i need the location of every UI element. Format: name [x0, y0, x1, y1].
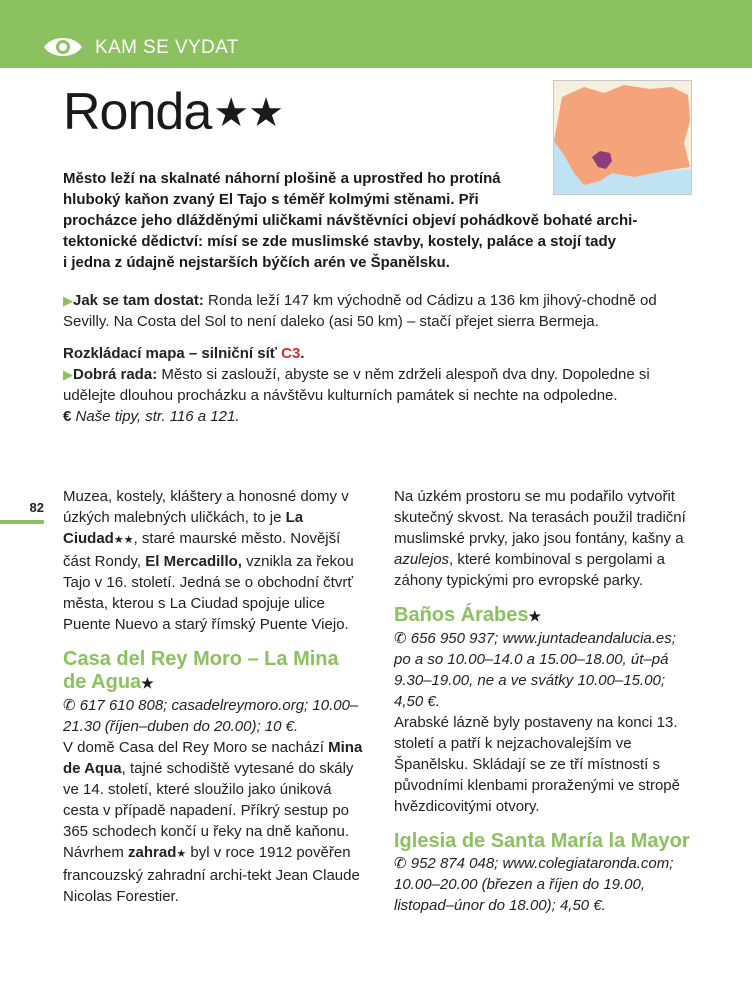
phone-icon: ✆	[63, 697, 76, 714]
tips-reference	[63, 406, 703, 427]
section-title	[394, 604, 694, 628]
garden-paragraph	[394, 486, 694, 591]
section-label: KAM SE VYDAT	[95, 37, 239, 58]
meta-text: 656 950 937; www.juntadeandalucia.es; po a so 10.00–14.0 a 15.00–18.00, út–pá 9.30–19.00, ne a ve svátky 10.00–15.00; 4,50 €.	[394, 630, 676, 710]
getting-there	[63, 290, 703, 332]
map-reference	[63, 343, 703, 364]
advice	[63, 364, 703, 406]
section-title	[63, 648, 363, 695]
rating-stars: ★★	[113, 534, 134, 546]
text-span: V domě Casa del Rey Moro se nachází	[63, 739, 329, 756]
city-paragraph	[63, 486, 363, 635]
text-span: , staré maurské město. Novější část Rondy,	[63, 530, 341, 570]
mina-de-aqua: Mina de Aqua	[63, 739, 363, 777]
rating-stars: ★★	[213, 91, 283, 135]
tips-text: Naše tipy, str. 116 a 121.	[71, 408, 240, 425]
triangle-bullet-icon: ▶	[63, 367, 73, 382]
title-text: Casa del Rey Moro – La Mina de Agua	[63, 648, 339, 693]
contact-info	[63, 695, 363, 737]
right-column	[394, 486, 694, 916]
page-title	[63, 82, 283, 142]
intro-line-1: Město leží na skalnaté náhorní plošině a uprostřed ho protíná hluboký kaňon zvaný El Tajo s téměř kolmými stěnami. Při	[63, 170, 501, 208]
map-ref-label: Rozkládací mapa – silniční síť	[63, 345, 282, 362]
section-text	[63, 737, 363, 907]
phone-icon: ✆	[394, 630, 407, 647]
getting-there-label: Jak se tam dostat:	[73, 292, 204, 309]
header-band	[0, 0, 752, 68]
section-text: Arabské lázně byly postaveny na konci 13. století a patří k nejzachovalejším ve Španělsku. Skládají se ze tří místností s původními klenbami proraženými ve stropě hvězdicovitými otvory.	[394, 714, 680, 815]
rating-stars: ★	[141, 675, 154, 691]
intro-line-3: tektonické dědictví: mísí se zde muslimské stavby, kostely, paláce a stojí tady	[63, 233, 617, 250]
text-span: byl v roce 1912 pověřen francouzský zahradní archi-tekt Jean Claude Nicolas Forestier.	[63, 844, 360, 905]
page-number: 82	[29, 500, 44, 515]
eye-icon	[42, 34, 84, 60]
getting-there-text: Ronda leží 147 km východně od Cádizu a 136 km jihový-chodně od Sevilly. Na Costa del Sol to není daleko (asi 50 km) – stačí přejet sierra Bermeja.	[63, 292, 657, 330]
text-span: , tajné schodiště vytesané do skály ve 14. století, které sloužilo jako úniková cesta v případě napadení. Příkrý sestup po 365 schodech končí u řeky na dně kaňonu. Návrhem	[63, 760, 354, 861]
left-column	[63, 486, 363, 907]
la-ciudad: La Ciudad	[63, 509, 304, 547]
text-span: vznikla za řekou Tajo v 16. století. Jedná se o obchodní čtvrť města, kterou s La Ciudad spojuje ulice Puente Nuevo a starý římský Puente Viejo.	[63, 553, 354, 633]
title-text: Iglesia de Santa María la Mayor	[394, 830, 690, 852]
intro-line-2: procházce jeho dlážděnými uličkami návštěvníci objeví pohádkově bohaté archi-	[63, 212, 638, 229]
text-span: , které kombinoval s pergolami a záhony typickými pro evropské parky.	[394, 551, 665, 589]
meta-text: 617 610 808; casadelreymoro.org; 10.00–21.30 (říjen–duben do 20.00); 10 €.	[63, 697, 359, 735]
text-span: Na úzkém prostoru se mu podařilo vytvořit skutečný skvost. Na terasách použil tradiční muslimské prvky, jako jsou fontány, kašny a	[394, 488, 686, 547]
title-text: Baños Árabes	[394, 604, 529, 626]
advice-text: Město si zaslouží, abyste se v něm zdrželi alespoň dva dny. Dopoledne si udělejte dlouhou procházku a návštěvu kulturních památek si nechte na odpoledne.	[63, 366, 650, 404]
intro-line-4: i jedna z údajně nejstarších býčích arén ve Španělsku.	[63, 254, 450, 271]
phone-icon: ✆	[394, 855, 407, 872]
rating-stars: ★	[528, 608, 542, 624]
contact-info	[394, 853, 694, 916]
practical-info	[63, 290, 703, 427]
page-number-bar	[0, 520, 44, 524]
azulejos: azulejos	[394, 551, 450, 568]
meta-text: 952 874 048; www.colegiataronda.com; 10.00–20.00 (březen a říjen do 19.00, listopad–únor do 18.00); 4,50 €.	[394, 855, 674, 914]
title-text: Ronda	[63, 83, 212, 141]
triangle-bullet-icon: ▶	[63, 293, 73, 308]
map-ref-code: C3	[281, 345, 301, 362]
text-span: Muzea, kostely, kláštery a honosné domy v úzkých malebných uličkách, to je	[63, 488, 349, 526]
intro-text	[63, 168, 637, 273]
advice-label: Dobrá rada:	[73, 366, 158, 383]
euro-tips-icon: €	[63, 408, 72, 425]
el-mercadillo: El Mercadillo,	[145, 553, 242, 570]
rating-stars: ★	[176, 848, 187, 860]
zahrad: zahrad	[128, 844, 177, 861]
map-ref-end: .	[300, 345, 305, 362]
section-title	[394, 830, 694, 853]
contact-info	[394, 628, 694, 712]
